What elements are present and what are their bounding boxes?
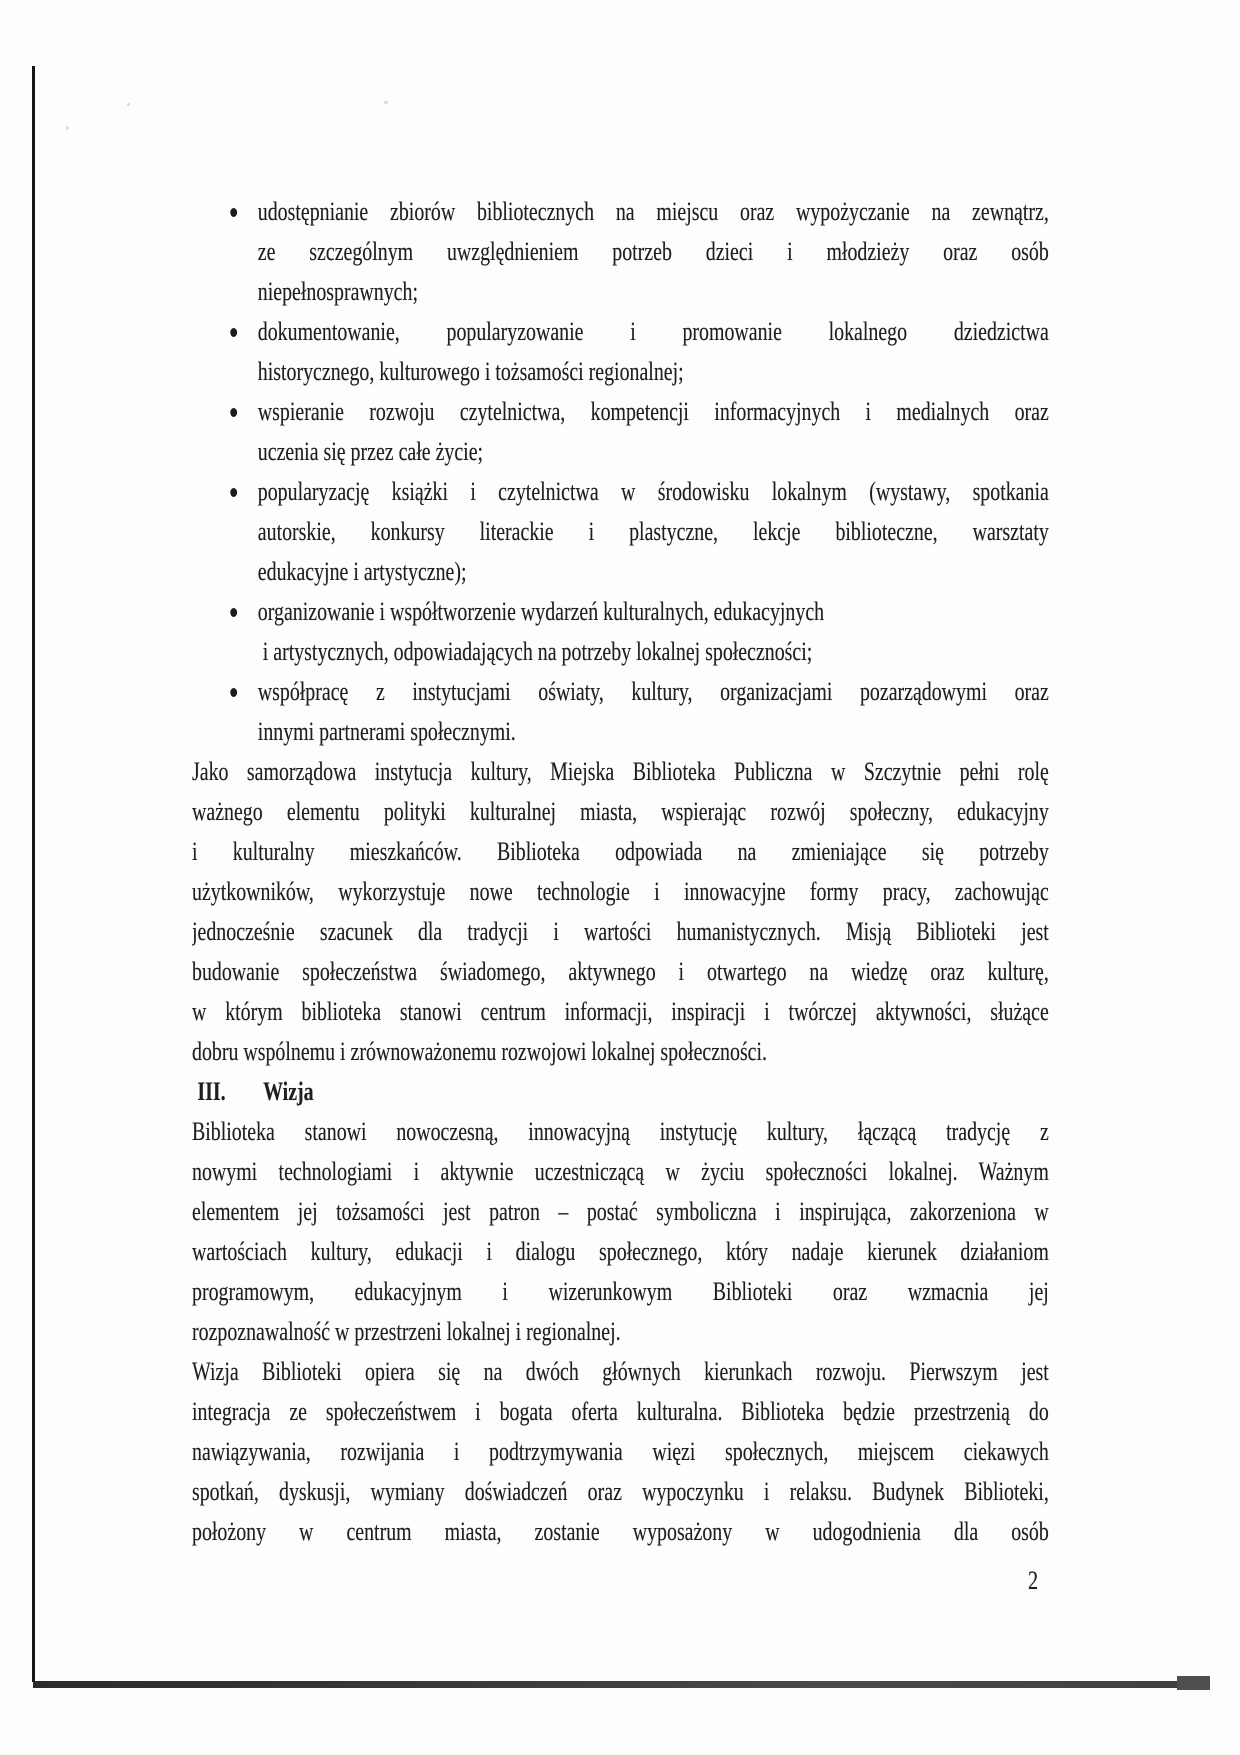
text-line: uczenia się przez całe życie; [257,437,484,466]
text-line: nawiązywania, rozwijania i podtrzymywania więzi społecznych, miejscem ciekawych [192,1437,1049,1466]
text-line: elementem jej tożsamości jest patron – postać symboliczna i inspirująca, zakorzeniona w [192,1197,1049,1226]
scan-bottom-corner [1177,1676,1210,1690]
page-number: 2 [1028,1566,1039,1595]
text-line: dokumentowanie, popularyzowanie i promowanie lokalnego dziedzictwa [192,312,1049,352]
text-line: programowym, edukacyjnym i wizerunkowym Biblioteki oraz wzmacnia jej [192,1277,1049,1306]
bullet-item [192,312,1049,392]
scan-speck [384,101,388,104]
text-line: popularyzację książki i czytelnictwa w środowisku lokalnym (wystawy, spotkania [192,472,1049,512]
bullet-icon [230,488,237,497]
text-line: położony w centrum miasta, zostanie wyposażony w udogodnienia dla osób [192,1517,1049,1546]
bullet-icon [230,208,237,217]
text-line: integracja ze społeczeństwem i bogata oferta kulturalna. Biblioteka będzie przestrzenią do [192,1397,1049,1426]
scan-speck [66,126,69,130]
bullet-icon [230,688,237,697]
section-heading [192,1072,1049,1112]
paragraph [192,1112,1049,1352]
text-line: organizowanie i współtworzenie wydarzeń kulturalnych, edukacyjnych [192,592,1049,632]
text-line: wartościach kultury, edukacji i dialogu społecznego, który nadaje kierunek działaniom [192,1237,1049,1266]
bullet-icon [230,608,237,617]
text-line: Wizja Biblioteki opiera się na dwóch głównych kierunkach rozwoju. Pierwszym jest [192,1357,1049,1386]
text-line: w którym biblioteka stanowi centrum informacji, inspiracji i twórczej aktywności, służące [192,997,1049,1026]
text-line: użytkowników, wykorzystuje nowe technologie i innowacyjne formy pracy, zachowując [192,877,1049,906]
paragraph [192,752,1049,1072]
bullet-item [192,672,1049,752]
text-line: nowymi technologiami i aktywnie uczestniczącą w życiu społeczności lokalnej. Ważnym [192,1157,1049,1186]
text-line: Jako samorządowa instytucja kultury, Miejska Biblioteka Publiczna w Szczytnie pełni rolę [192,757,1049,786]
text-line: spotkań, dyskusji, wymiany doświadczeń oraz wypoczynku i relaksu. Budynek Biblioteki, [192,1477,1049,1506]
bullet-item [192,472,1049,592]
bullet-icon [230,408,237,417]
text-line: rozpoznawalność w przestrzeni lokalnej i regionalnej. [192,1317,621,1346]
text-line: autorskie, konkursy literackie i plastyczne, lekcje biblioteczne, warsztaty [257,517,1049,546]
text-line: edukacyjne i artystyczne); [257,557,467,586]
text-line: ze szczególnym uwzględnieniem potrzeb dzieci i młodzieży oraz osób [257,237,1049,266]
document-body [192,192,1049,1552]
heading-label: Wizja [263,1077,314,1106]
scan-speck [127,103,130,106]
text-line: historycznego, kulturowego i tożsamości regionalnej; [257,357,684,386]
text-line: i kulturalny mieszkańców. Biblioteka odpowiada na zmieniające się potrzeby [192,837,1049,866]
text-line: wspieranie rozwoju czytelnictwa, kompetencji informacyjnych i medialnych oraz [192,392,1049,432]
bullet-item [192,192,1049,312]
text-line: i artystycznych, odpowiadających na potrzeby lokalnej społeczności; [257,637,813,666]
paragraph [192,1352,1049,1552]
bullet-icon [230,328,237,337]
scan-left-edge-line [32,66,35,1682]
scan-bottom-bar [33,1681,1178,1688]
text-line: niepełnosprawnych; [257,277,418,306]
text-line: udostępnianie zbiorów bibliotecznych na miejscu oraz wypożyczanie na zewnątrz, [192,192,1049,232]
bullet-item [192,392,1049,472]
text-line: dobru wspólnemu i zrównoważonemu rozwojowi lokalnej społeczności. [192,1037,768,1066]
heading-line [192,1072,1049,1112]
text-line: współpracę z instytucjami oświaty, kultury, organizacjami pozarządowymi oraz [192,672,1049,712]
text-line: innymi partnerami społecznymi. [257,717,516,746]
text-line: Biblioteka stanowi nowoczesną, innowacyjną instytucję kultury, łączącą tradycję z [192,1117,1049,1146]
heading-number: III. [197,1077,226,1106]
bullet-item [192,592,1049,672]
text-line: ważnego elementu polityki kulturalnej miasta, wspierając rozwój społeczny, edukacyjny [192,797,1049,826]
text-line: jednocześnie szacunek dla tradycji i wartości humanistycznych. Misją Biblioteki jest [192,917,1049,946]
text-line: budowanie społeczeństwa świadomego, aktywnego i otwartego na wiedzę oraz kulturę, [192,957,1049,986]
